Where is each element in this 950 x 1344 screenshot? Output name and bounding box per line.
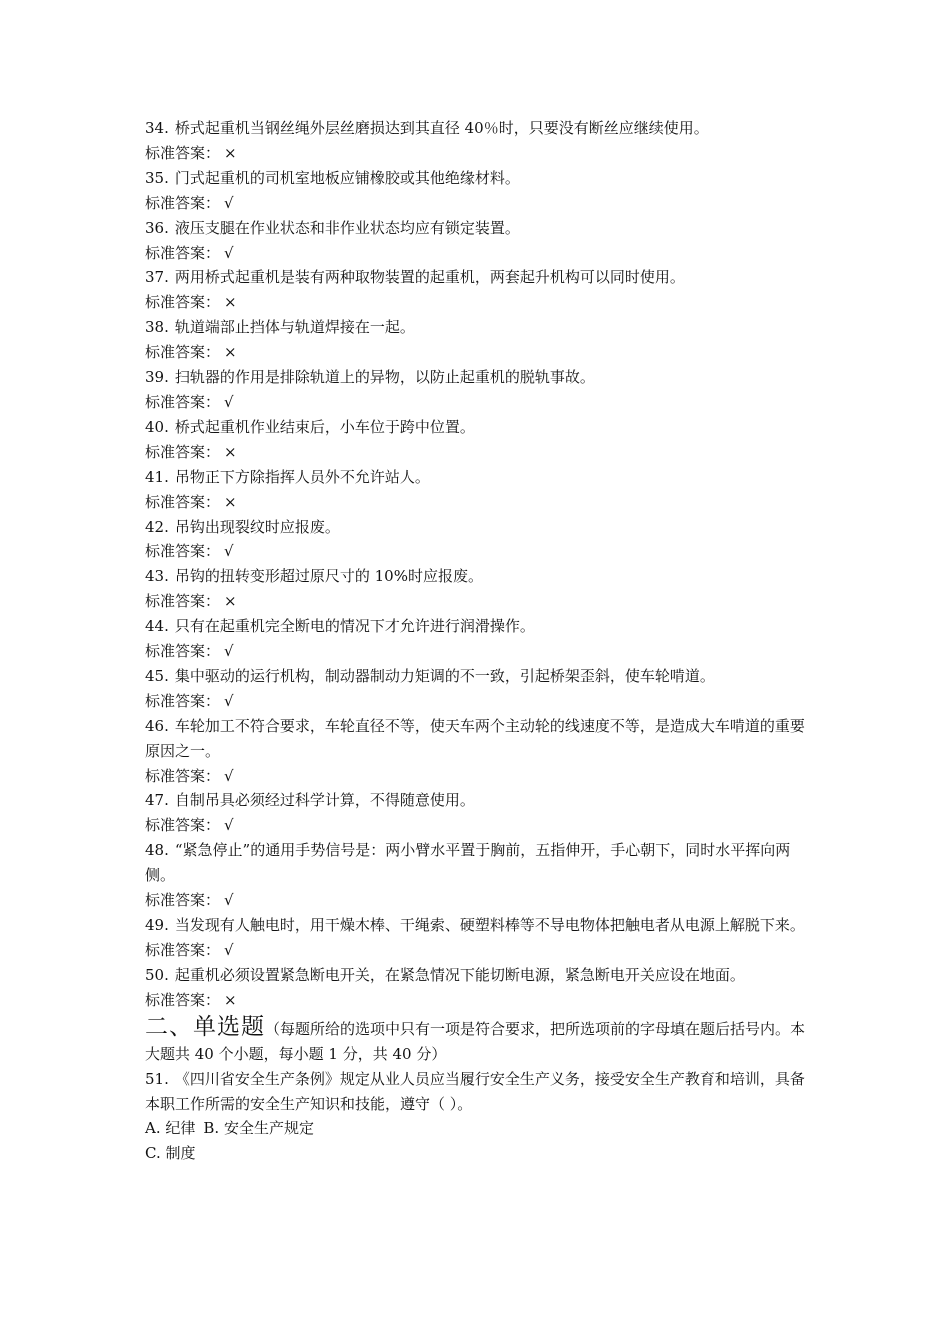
answer-mark: √: [224, 243, 234, 262]
answer-line: [145, 764, 810, 789]
question-item: [145, 913, 810, 963]
question-text-line: [145, 714, 810, 764]
question-item: [145, 315, 810, 365]
section-heading: [145, 1015, 810, 1067]
question-text-line: [145, 315, 810, 340]
question-text-line: [145, 216, 810, 241]
answer-label: 标准答案：: [145, 243, 221, 262]
question-text: 门式起重机的司机室地板应铺橡胶或其他绝缘材料。: [174, 168, 520, 187]
question-number: 51.: [145, 1069, 169, 1088]
question-number: 39.: [145, 368, 169, 387]
answer-mark: √: [224, 691, 234, 710]
question-text-line: [145, 116, 810, 141]
section-title: 二、单选题: [145, 1013, 265, 1040]
question-number: 36.: [145, 218, 169, 237]
question-item: [145, 415, 810, 465]
answer-line: [145, 191, 810, 216]
question-item: [145, 614, 810, 664]
question-number: 37.: [145, 268, 169, 287]
true-false-question-list: [145, 116, 810, 1013]
question-text-line: [145, 166, 810, 191]
answer-line: [145, 639, 810, 664]
answer-line: [145, 589, 810, 614]
section-description: （每题所给的选项中只有一项是符合要求，把所选项前的字母填在题后括号内。本大题共 40 个小题，每小题 1 分，共 40 分）: [145, 1019, 806, 1063]
answer-line: [145, 813, 810, 838]
question-text-line: [145, 788, 810, 813]
answer-mark: ×: [224, 293, 237, 312]
answer-label: 标准答案：: [145, 766, 221, 785]
document-page: [145, 116, 810, 1166]
question-item: [145, 465, 810, 515]
answer-line: [145, 539, 810, 564]
question-text: 起重机必须设置紧急断电开关，在紧急情况下能切断电源，紧急断电开关应设在地面。: [174, 965, 745, 984]
question-text-line: [145, 564, 810, 589]
question-number: 41.: [145, 467, 169, 486]
question-number: 44.: [145, 617, 169, 636]
question-text-line: [145, 963, 810, 988]
question-text-line: [145, 838, 810, 888]
answer-mark: ×: [224, 343, 237, 362]
answer-line: [145, 689, 810, 714]
multiple-choice-question: [145, 1067, 810, 1167]
question-item: [145, 116, 810, 166]
question-item: [145, 365, 810, 415]
answer-line: [145, 340, 810, 365]
answer-line: [145, 390, 810, 415]
question-text: 轨道端部止挡体与轨道焊接在一起。: [174, 318, 415, 337]
answer-label: 标准答案：: [145, 343, 221, 362]
answer-label: 标准答案：: [145, 592, 221, 611]
question-text-line: [145, 265, 810, 290]
question-text-line: [145, 614, 810, 639]
answer-label: 标准答案：: [145, 691, 221, 710]
answer-mark: ×: [224, 442, 237, 461]
question-text-line: [145, 664, 810, 689]
question-text-line: [145, 1067, 810, 1117]
option-a: [145, 1119, 203, 1137]
question-item: [145, 564, 810, 614]
question-text: 集中驱动的运行机构，制动器制动力矩调的不一致，引起桥架歪斜，使车轮啃道。: [174, 666, 715, 685]
question-number: 35.: [145, 168, 169, 187]
question-number: 34.: [145, 119, 169, 137]
question-number: 47.: [145, 791, 169, 810]
question-number: 48.: [145, 841, 169, 860]
answer-label: 标准答案：: [145, 392, 221, 411]
question-text: 当发现有人触电时，用干燥木棒、干绳索、硬塑料棒等不导电物体把触电者从电源上解脱下来。: [174, 916, 805, 934]
question-number: 45.: [145, 666, 169, 685]
answer-mark: ×: [224, 143, 237, 162]
question-text: 液压支腿在作业状态和非作业状态均应有锁定装置。: [174, 218, 520, 237]
answer-label: 标准答案：: [145, 990, 221, 1009]
answer-mark: √: [224, 891, 234, 910]
option-letter: A.: [145, 1119, 161, 1138]
answer-mark: √: [224, 766, 234, 785]
answer-mark: √: [224, 816, 234, 835]
question-item: [145, 216, 810, 266]
answer-line: [145, 490, 810, 515]
question-number: 40.: [145, 417, 169, 436]
option-text: 安全生产规定: [223, 1119, 314, 1138]
question-item: [145, 714, 810, 789]
answer-mark: ×: [224, 492, 237, 511]
answer-label: 标准答案：: [145, 940, 221, 959]
question-number: 38.: [145, 318, 169, 337]
question-number: 50.: [145, 965, 169, 984]
option-letter: B.: [203, 1119, 220, 1138]
answer-label: 标准答案：: [145, 891, 221, 910]
question-item: [145, 963, 810, 1013]
question-item: [145, 788, 810, 838]
answer-label: 标准答案：: [145, 293, 221, 312]
question-number: 46.: [145, 716, 169, 735]
question-text-line: [145, 365, 810, 390]
question-text-line: [145, 913, 810, 938]
answer-label: 标准答案：: [145, 542, 221, 561]
question-text: 车轮加工不符合要求，车轮直径不等，使天车两个主动轮的线速度不等，是造成大车啃道的重要原因之一。: [145, 716, 805, 760]
option-c: [145, 1144, 196, 1162]
option-b: [203, 1119, 314, 1137]
answer-label: 标准答案：: [145, 442, 221, 461]
question-text: 两用桥式起重机是装有两种取物装置的起重机，两套起升机构可以同时使用。: [174, 268, 685, 287]
question-item: [145, 265, 810, 315]
question-text-line: [145, 415, 810, 440]
question-text: 桥式起重机当钢丝绳外层丝磨损达到其直径 40％时，只要没有断丝应继续使用。: [174, 119, 709, 137]
option-line: [145, 1141, 810, 1166]
question-number: 43.: [145, 567, 169, 586]
question-number: 42.: [145, 517, 169, 536]
question-text: 只有在起重机完全断电的情况下才允许进行润滑操作。: [174, 617, 535, 636]
answer-mark: √: [224, 392, 234, 411]
option-line: [145, 1116, 810, 1141]
answer-label: 标准答案：: [145, 193, 221, 212]
question-item: [145, 515, 810, 565]
question-text: 吊钩出现裂纹时应报废。: [174, 517, 340, 536]
question-text: 桥式起重机作业结束后，小车位于跨中位置。: [174, 417, 475, 436]
question-item: [145, 166, 810, 216]
question-text: “紧急停止”的通用手势信号是：两小臂水平置于胸前，五指伸开，手心朝下，同时水平挥向两侧。: [145, 841, 791, 885]
answer-line: [145, 938, 810, 963]
option-text: 制度: [165, 1144, 196, 1163]
answer-line: [145, 440, 810, 465]
question-text-line: [145, 465, 810, 490]
question-number: 49.: [145, 916, 169, 934]
answer-mark: ×: [224, 592, 237, 611]
answer-line: [145, 988, 810, 1013]
question-text: 吊钩的扭转变形超过原尺寸的 10%时应报废。: [174, 567, 483, 586]
option-text: 纪律: [165, 1119, 196, 1138]
answer-mark: ×: [224, 990, 237, 1009]
answer-line: [145, 241, 810, 266]
answer-label: 标准答案：: [145, 492, 221, 511]
answer-mark: √: [224, 642, 234, 661]
answer-label: 标准答案：: [145, 642, 221, 661]
question-item: [145, 664, 810, 714]
answer-line: [145, 141, 810, 166]
option-letter: C.: [145, 1144, 161, 1163]
answer-label: 标准答案：: [145, 143, 221, 162]
answer-mark: √: [224, 193, 234, 212]
answer-mark: √: [224, 542, 234, 561]
question-text: 吊物正下方除指挥人员外不允许站人。: [174, 467, 430, 486]
question-text: 自制吊具必须经过科学计算，不得随意使用。: [174, 791, 475, 810]
question-text-line: [145, 515, 810, 540]
answer-line: [145, 290, 810, 315]
question-text: 扫轨器的作用是排除轨道上的异物，以防止起重机的脱轨事故。: [174, 368, 595, 387]
question-text: 《四川省安全生产条例》规定从业人员应当履行安全生产义务，接受安全生产教育和培训，具备本职工作所需的安全生产知识和技能，遵守（ ）。: [145, 1069, 805, 1113]
answer-line: [145, 888, 810, 913]
answer-label: 标准答案：: [145, 816, 221, 835]
answer-mark: √: [224, 940, 234, 959]
question-item: [145, 838, 810, 913]
